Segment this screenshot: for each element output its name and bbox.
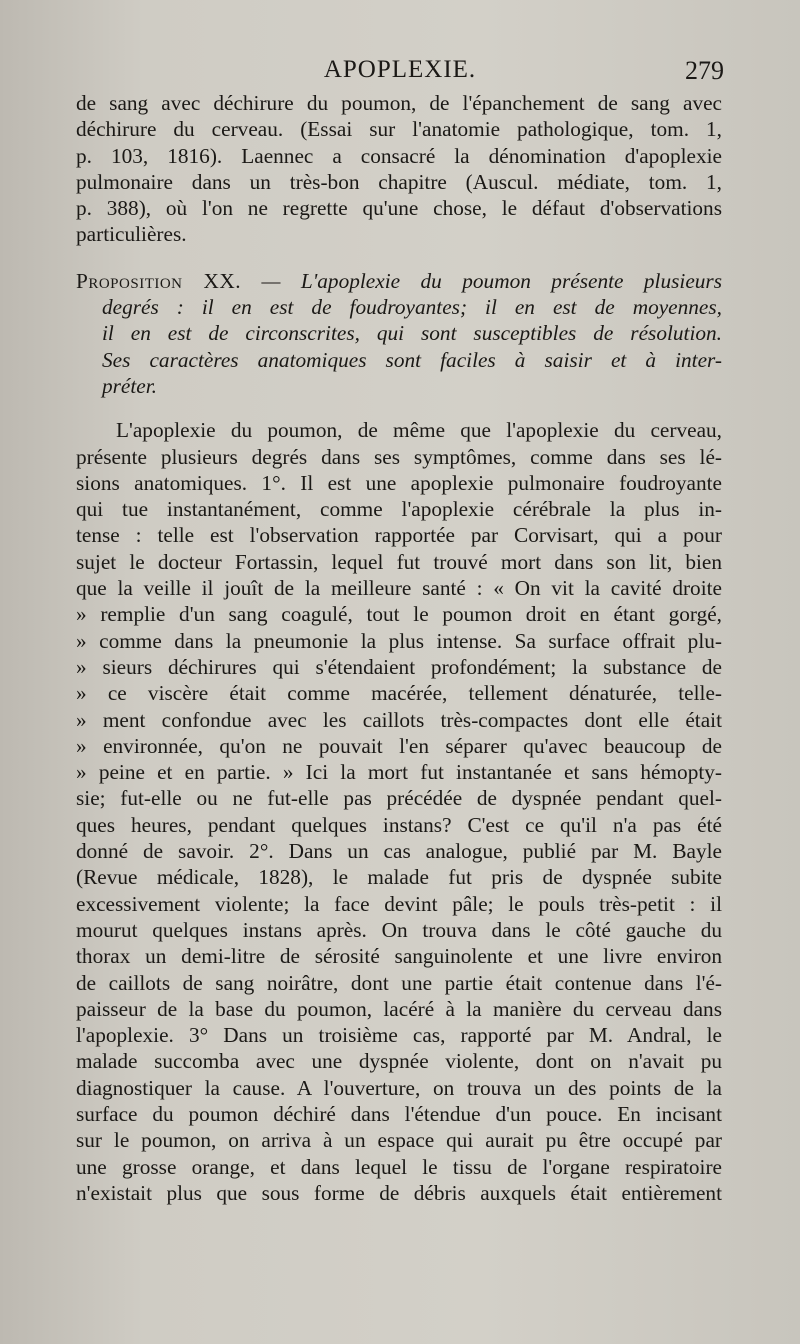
text-line: pulmonaire dans un très-bon chapitre (Auscul. médiate, tom. 1, [76, 169, 722, 194]
text-line: sujet le docteur Fortassin, lequel fut trouvé mort dans son lit, bien [76, 549, 722, 574]
text-line: tense : telle est l'observation rapportée par Corvisart, qui a pour [76, 523, 722, 548]
text-line: présente plusieurs degrés dans ses symptômes, comme dans ses lé- [76, 444, 722, 469]
proposition-block [76, 268, 722, 399]
text-line: » sieurs déchirures qui s'étendaient profondément; la substance de [76, 654, 722, 679]
text-line: p. 103, 1816). Laennec a consacré la dénomination d'apoplexie [76, 143, 722, 168]
text-line: donné de savoir. 2°. Dans un cas analogue, publié par M. Bayle [76, 839, 722, 864]
text-line: surface du poumon déchiré dans l'étendue d'un pouce. En incisant [76, 1101, 722, 1126]
text-line: une grosse orange, et dans lequel le tissu de l'organe respiratoire [76, 1154, 722, 1179]
text-line: diagnostiquer la cause. A l'ouverture, on trouva un des points de la [76, 1075, 722, 1100]
text-line: il en est de circonscrites, qui sont susceptibles de résolution. [102, 321, 722, 346]
text-line: excessivement violente; la face devint pâle; le pouls très-petit : il [76, 891, 722, 916]
text-line: Ses caractères anatomiques sont faciles à saisir et à inter- [102, 347, 722, 372]
text-line: (Revue médicale, 1828), le malade fut pris de dyspnée subite [76, 865, 722, 890]
text-line: n'existait plus que sous forme de débris auxquels était entièrement [76, 1180, 722, 1205]
text-line: sie; fut-elle ou ne fut-elle pas précédée de dyspnée pendant quel- [76, 786, 722, 811]
text-line: paisseur de la base du poumon, lacéré à la manière du cerveau dans [76, 996, 722, 1021]
text-line: l'apoplexie. 3° Dans un troisième cas, rapporté par M. Andral, le [76, 1023, 722, 1048]
text-line: déchirure du cerveau. (Essai sur l'anatomie pathologique, tom. 1, [76, 117, 722, 142]
text-line: — L'apoplexie du poumon présente plusieurs [261, 268, 722, 293]
paragraph-2 [76, 417, 722, 1206]
text-line: ques heures, pendant quelques instans? C'est ce qu'il n'a pas été [76, 812, 722, 837]
paragraph-1 [76, 90, 722, 248]
page-number: 279 [685, 56, 724, 85]
proposition-label: Proposition XX. [76, 268, 242, 293]
text-line: » peine et en partie. » Ici la mort fut instantanée et sans hémopty- [76, 760, 722, 785]
text-line: » environnée, qu'on ne pouvait l'en séparer qu'avec beaucoup de [76, 733, 722, 758]
text-line: malade succomba avec une dyspnée violente, dont on n'avait pu [76, 1049, 722, 1074]
text-line: mourut quelques instans après. On trouva dans le côté gauche du [76, 917, 722, 942]
text-line: préter. [102, 373, 158, 398]
text-line: degrés : il en est de foudroyantes; il en est de moyennes, [102, 295, 722, 320]
text-line: sions anatomiques. 1°. Il est une apoplexie pulmonaire foudroyante [76, 470, 722, 495]
text-line: » remplie d'un sang coagulé, tout le poumon droit en étant gorgé, [76, 602, 722, 627]
text-line: » ce viscère était comme macérée, tellement dénaturée, telle- [76, 681, 722, 706]
running-title: APOPLEXIE. [323, 56, 477, 83]
proposition-first-line [76, 268, 722, 294]
text-line: thorax un demi-litre de sérosité sanguinolente et une livre environ [76, 944, 722, 969]
text-line: que la veille il jouît de la meilleure santé : « On vit la cavité droite [76, 576, 722, 601]
text-line: de caillots de sang noirâtre, dont une partie était contenue dans l'é- [76, 970, 722, 995]
page-body [76, 90, 722, 1206]
text-line: qui tue instantanément, comme l'apoplexie cérébrale la plus in- [76, 497, 722, 522]
text-line: » ment confondue avec les caillots très-compactes dont elle était [76, 707, 722, 732]
text-line: sur le poumon, on arriva à un espace qui aurait pu être occupé par [76, 1128, 722, 1153]
text-line: p. 388), où l'on ne regrette qu'une chose, le défaut d'observations [76, 196, 722, 221]
text-line: » comme dans la pneumonie la plus intense. Sa surface offrait plu- [76, 628, 722, 653]
text-line: L'apoplexie du poumon, de même que l'apoplexie du cerveau, [116, 418, 722, 443]
text-line: de sang avec déchirure du poumon, de l'épanchement de sang avec [76, 91, 722, 115]
page-header [76, 56, 724, 92]
text-line: particulières. [76, 222, 187, 247]
